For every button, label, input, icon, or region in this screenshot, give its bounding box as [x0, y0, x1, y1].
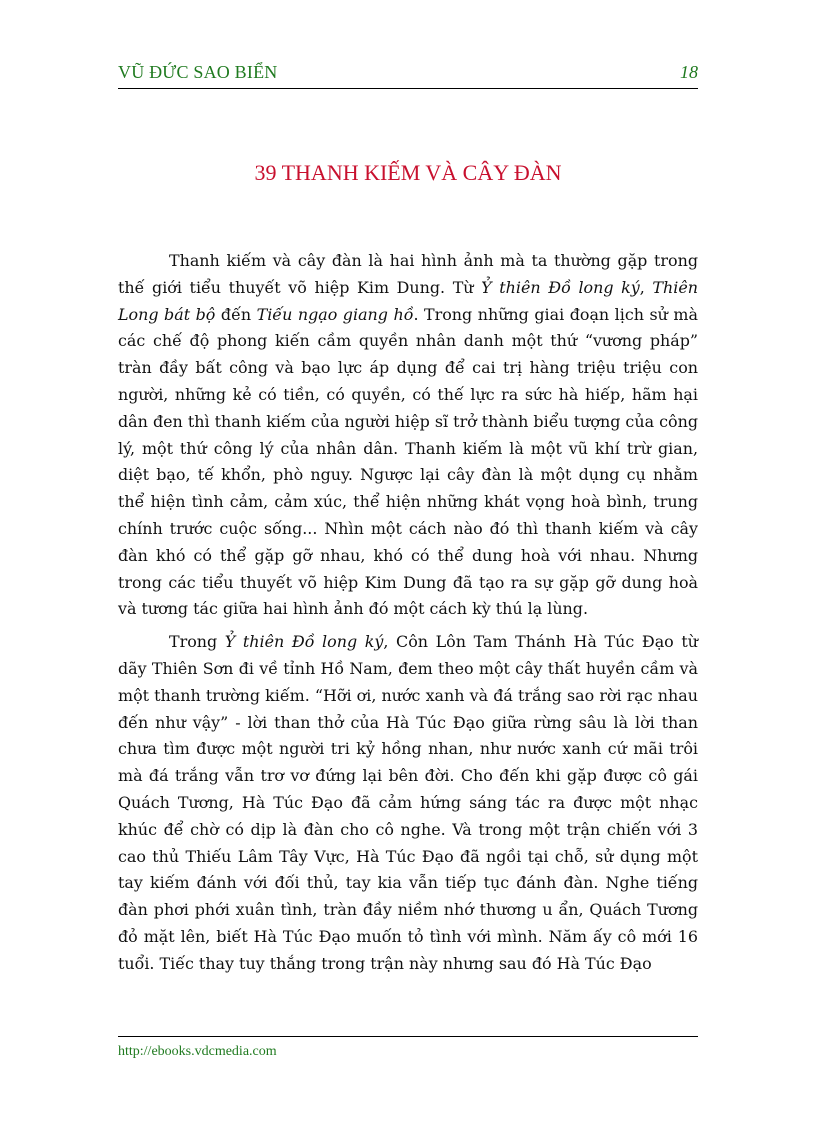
paragraph-1: [118, 248, 698, 623]
book-author-title: VŨ ĐỨC SAO BIỂN: [118, 62, 278, 82]
page-number: 18: [680, 62, 698, 82]
text-run: Trong: [169, 632, 225, 652]
text-run: . Trong những giai đoạn lịch sử mà các chế độ phong kiến cầm quyền nhân danh một thứ “vương pháp” tràn đầy bất công và bạo lực áp dụng để cai trị hàng triệu triệu con người, những kẻ có tiền, có quyền, có thế lực ra sức hà hiếp, hãm hại dân đen thì thanh kiếm của người hiệp sĩ trở thành biểu tượng của công lý, một thứ công lý của nhân dân. Thanh kiếm là một vũ khí trừ gian, diệt bạo, tế khổn, phò nguy. Ngược lại cây đàn là một dụng cụ nhằm thể hiện tình cảm, cảm xúc, thể hiện những khát vọng hoà bình, trung chính trước cuộc sống... Nhìn một cách nào đó thì thanh kiếm và cây đàn khó có thể gặp gỡ nhau, khó có thể dung hoà với nhau. Nhưng trong các tiểu thuyết võ hiệp Kim Dung đã tạo ra sự gặp gỡ dung hoà và tương tác giữa hai hình ảnh đó một cách kỳ thú lạ lùng.: [118, 304, 698, 619]
running-header: [118, 60, 698, 89]
footer-url-link[interactable]: http://ebooks.vdcmedia.com: [118, 1044, 277, 1059]
body-text: [118, 248, 698, 978]
book-title-italic: Ỷ thiên Đồ long ký: [481, 277, 640, 297]
book-title-italic: Thiên Long bát bộ: [118, 277, 698, 324]
text-run: đến: [215, 304, 257, 324]
text-run: ,: [639, 277, 653, 297]
chapter-title: 39 THANH KIẾM VÀ CÂY ĐÀN: [254, 160, 562, 185]
text-run: Thanh kiếm và cây đàn là hai hình ảnh mà ta thường gặp trong thế giới tiểu thuyết võ hiệp Kim Dung. Từ: [118, 251, 698, 297]
footer-rule: [118, 1036, 698, 1037]
book-title-italic: Ỷ thiên Đồ long ký: [224, 632, 384, 652]
text-run: , Côn Lôn Tam Thánh Hà Túc Đạo từ dãy Thiên Sơn đi về tỉnh Hồ Nam, đem theo một cây thất huyền cầm và một thanh trường kiếm. “Hỡi ơi, nước xanh và đá trắng sao rời rạc nhau đến như vậy” - lời than thở của Hà Túc Đạo giữa rừng sâu là lời than chưa tìm được một người tri kỷ hồng nhan, như nước xanh cứ mãi trôi mà đá trắng vẫn trơ vơ đứng lại bên đời. Cho đến khi gặp được cô gái Quách Tương, Hà Túc Đạo đã cảm hứng sáng tác ra được một nhạc khúc để chờ có dịp là đàn cho cô nghe. Và trong một trận chiến với 3 cao thủ Thiếu Lâm Tây Vực, Hà Túc Đạo đã ngồi tại chỗ, sử dụng một tay kiếm đánh với đối thủ, tay kia vẫn tiếp tục đánh đàn. Nghe tiếng đàn phơi phới xuân tình, tràn đầy niềm nhớ thương u ẩn, Quách Tương đỏ mặt lên, biết Hà Túc Đạo muốn tỏ tình với mình. Năm ấy cô mới 16 tuổi. Tiếc thay tuy thắng trong trận này nhưng sau đó Hà Túc Đạo: [118, 632, 698, 973]
paragraph-2: [118, 629, 698, 977]
book-title-italic: Tiếu ngạo giang hồ: [256, 304, 414, 324]
